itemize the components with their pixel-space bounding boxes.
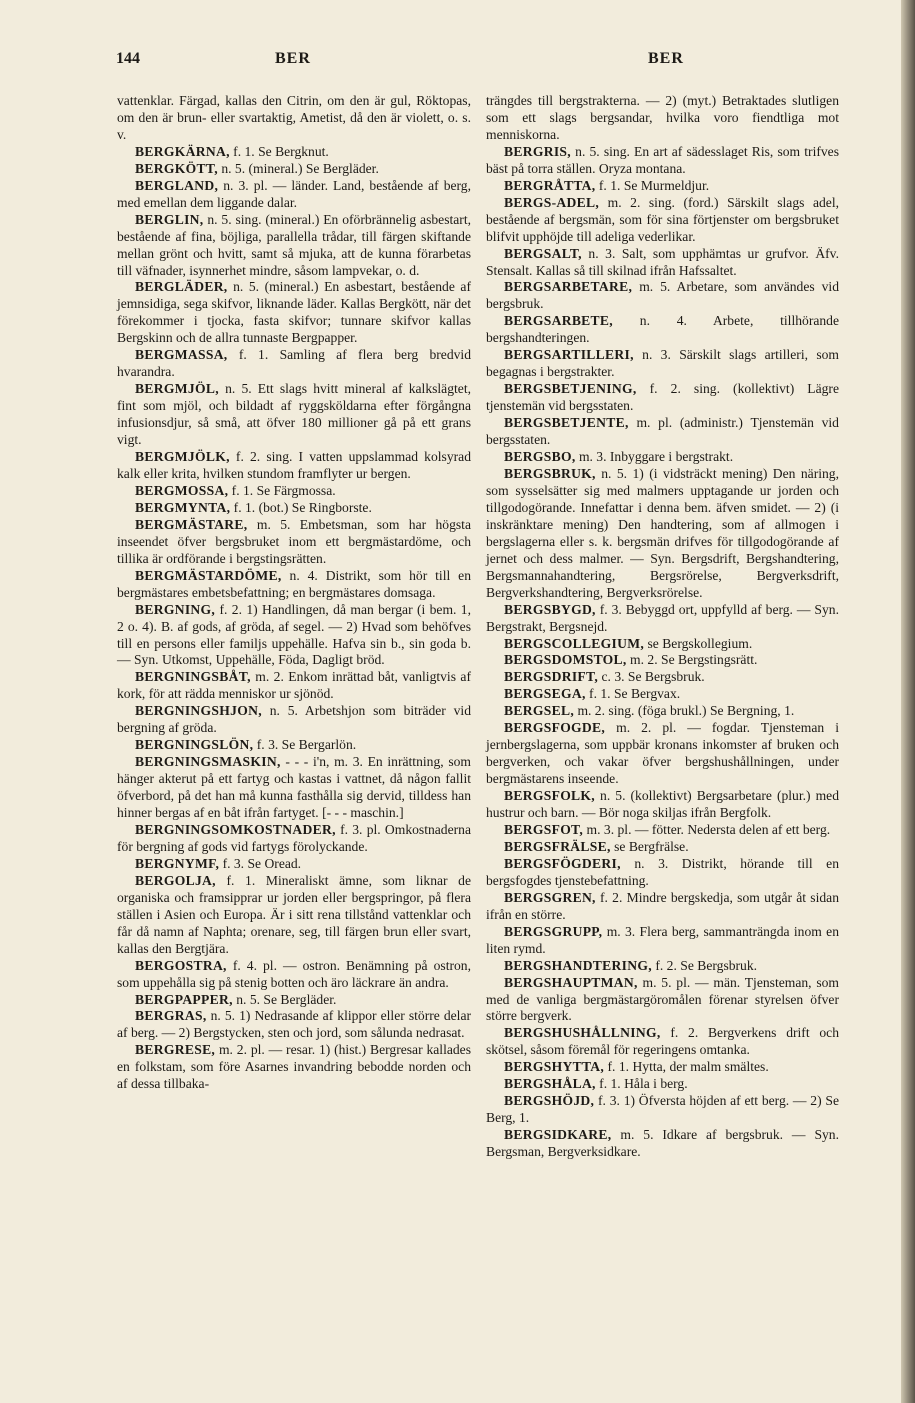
entry-definition: f. 2. 1) Handlingen, då man bergar (i bem. 1, 2 o. 4). B. af gods, af gröda, af segel. — 2) Hvad som behöfves till en persons eller familjs uppehälle. Hafva sin b., sin goda b. — Syn. Utkomst, Uppehälle, Föda, Dagligt bröd.: [117, 601, 471, 668]
entry-definition: n. 5. 1) (i vidsträckt mening) Den näring, som sysselsätter sig med malmers upptagande ur jorden och tillgodogörande. Innefattar i denna bem. äfven smidet. — 2) (i inskränktare mening) Den handtering, som af allmogen i bergslagerna eller s. k. bergsmän drifves för tillgodogörande af jernet och dess malmer. — Syn. Bergsdrift, Bergshandtering, Bergsmannahandtering, Bergsrörelse, Bergverksdrift, Bergverkshandtering, Bergverksrörelse.: [486, 465, 839, 600]
entry-headword: BERGSHYTTA,: [504, 1059, 605, 1075]
dictionary-entry: [486, 975, 839, 1026]
entry-headword: BERGNINGSBÅT,: [135, 669, 251, 685]
dictionary-entry: [117, 93, 471, 144]
entry-definition: n. 3. Distrikt, hörande till en bergsfogdes tjenstebefattning.: [486, 855, 839, 888]
entry-headword: BERGMOSSA,: [135, 482, 229, 498]
dictionary-entry: [486, 279, 839, 313]
dictionary-entry: [486, 415, 839, 449]
left-running-head: BER: [275, 50, 311, 67]
dictionary-entry: [117, 856, 471, 873]
entry-headword: BERGRIS,: [504, 143, 571, 159]
entry-definition: f. 2. Bergverkens drift och skötsel, såsom föremål för regeringens omtanka.: [486, 1025, 839, 1058]
dictionary-entry: [117, 958, 471, 992]
dictionary-entry: [486, 144, 839, 178]
entry-headword: BERGSBO,: [504, 449, 576, 465]
entry-definition: m. 2. pl. — fogdar. Tjensteman i jernbergslagerna, som uppbär kronans inkomster af bruken och bergverken, och vakar öfver bergshushållningen, under bergmästarens inseende.: [486, 720, 839, 787]
dictionary-entry: [486, 93, 839, 144]
entry-definition: n. 5. Ett slags hvitt mineral af kalkslägtet, fint som mjöl, och bildadt af ryggsköldarna efter förgångna infusionsdjur, så små, att öfver 180 millioner gå på ett grans vigt.: [117, 381, 471, 448]
dictionary-entry: [117, 212, 471, 280]
entry-headword: BERGRESE,: [135, 1042, 216, 1058]
entry-headword: BERGMASSA,: [135, 347, 228, 363]
entry-definition: n. 5. (mineral.) En asbestart, bestående af jemnsidiga, sega skifvor, liknande läder. Kallas Bergkött, när det förekommer i tjocka, fasta skifvor; tunnare skifvor kallas Bergskinn och de allra tunnaste Bergpapper.: [117, 279, 471, 346]
dictionary-entry: [117, 602, 471, 670]
entry-headword: BERGSBYGD,: [504, 601, 596, 617]
dictionary-entry: [117, 517, 471, 568]
dictionary-entry: [486, 890, 839, 924]
entry-definition: n. 3. pl. — länder. Land, bestående af berg, med emellan dem liggande dalar.: [117, 177, 471, 210]
entry-definition: f. 1. Se Murmeldjur.: [598, 177, 710, 193]
entry-headword: BERGSARBETARE,: [504, 279, 633, 295]
entry-definition: m. 5. pl. — män. Tjensteman, som med de vanliga bergmästargöromålen förenar styrelsen öfver större bergverk.: [486, 974, 840, 1024]
dictionary-entry: [117, 1008, 471, 1042]
entry-definition: n. 3. Salt, som upphämtas ur grufvor. Äfv. Stensalt. Kallas så till skilnad ifrån Hafssaltet.: [486, 245, 839, 278]
dictionary-entry: [117, 737, 471, 754]
entry-headword: BERGNING,: [135, 601, 216, 617]
right-running-head: BER: [648, 50, 684, 67]
running-header: [0, 50, 915, 80]
entry-definition: m. 5. Arbetare, som användes vid bergsbruk.: [486, 279, 839, 312]
dictionary-entry: [486, 958, 839, 975]
entry-headword: BERGSGRUPP,: [504, 923, 603, 939]
entry-headword: BERGLIN,: [135, 211, 204, 227]
dictionary-entry: [486, 602, 839, 636]
entry-definition: f. 3. Se Oread.: [222, 855, 302, 871]
dictionary-entry: [486, 1076, 839, 1093]
entry-headword: BERGSDOMSTOL,: [504, 652, 627, 668]
entry-definition: m. 2. sing. (ford.) Särskilt slags adel, bestående af bergsmän, som för sina förtjenster om bergsbruket blifvit upphöjde till adeliga vederlikar.: [486, 194, 839, 244]
entry-definition: se Bergfrälse.: [614, 838, 689, 854]
entry-definition: f. 2. sing. I vatten uppslammad kolsyrad kalk eller krita, hvilken stundom framflyter ur bergen.: [117, 449, 471, 481]
dictionary-entry: [486, 720, 839, 788]
dictionary-entry: [117, 144, 471, 161]
entry-headword: BERGRÅTTA,: [504, 177, 596, 193]
entry-definition: f. 1. Mineraliskt ämne, som liknar de organiska och framsipprar ur jorden eller bergspringor, på flera ställen i Asien och Europa. Är i sitt rena tillstånd vattenklar och får då namn af Naphta; orenare, seg, till färgen brun eller svart, kallas den Bergtjära.: [117, 872, 472, 956]
dictionary-entry: [486, 669, 839, 686]
entry-headword: BERGNINGSMASKIN,: [135, 754, 281, 770]
entry-headword: BERGSHÖJD,: [504, 1093, 595, 1109]
entry-headword: BERGSDRIFT,: [504, 669, 599, 685]
entry-definition: f. 1. Håla i berg.: [599, 1076, 688, 1092]
entry-headword: BERGSALT,: [504, 245, 582, 261]
dictionary-entry: [486, 686, 839, 703]
entry-headword: BERGSFÖGDERI,: [504, 855, 621, 871]
dictionary-entry: [486, 246, 839, 280]
entry-definition: f. 2. Mindre bergskedja, som utgår åt sidan ifrån en större.: [486, 889, 839, 922]
entry-definition: f. 1. Samling af flera berg bredvid hvarandra.: [117, 347, 471, 380]
entry-headword: BERGSARBETE,: [504, 313, 613, 329]
entry-definition: n. 4. Arbete, tillhörande bergshandteringen.: [486, 313, 840, 346]
entry-definition: n. 5. Arbetshjon som biträder vid bergning af gröda.: [117, 703, 471, 736]
entry-headword: BERGSBETJENTE,: [504, 415, 629, 431]
book-spine-shadow: [901, 0, 915, 1403]
dictionary-entry: [486, 381, 839, 415]
left-column: [117, 93, 471, 1093]
entry-headword: BERGSFOGDE,: [504, 720, 606, 736]
entry-definition: f. 4. pl. — ostron. Benämning på ostron, som uppehålla sig på stenig botten och äro läckrare än andra.: [117, 957, 471, 990]
dictionary-entry: [117, 279, 471, 347]
entry-definition: f. 3. Bebyggd ort, uppfylld af berg. — Syn. Bergstrakt, Bergsnejd.: [486, 601, 839, 634]
entry-headword: BERGNINGSOMKOSTNADER,: [135, 821, 336, 837]
entry-definition: f. 3. 1) Öfversta höjden af ett berg. — 2) Se Berg, 1.: [486, 1093, 839, 1126]
entry-definition: f. 1. Se Bergknut.: [233, 143, 329, 159]
entry-headword: BERGMÄSTARDÖME,: [135, 567, 282, 583]
dictionary-entry: [486, 347, 839, 381]
entry-headword: BERGMJÖLK,: [135, 449, 230, 465]
entry-headword: BERGRAS,: [135, 1008, 207, 1024]
dictionary-entry: [117, 381, 471, 449]
entry-definition: f. 1. Se Färgmossa.: [231, 482, 336, 498]
entry-headword: BERGSFRÄLSE,: [504, 838, 611, 854]
entry-headword: BERGLÄDER,: [135, 279, 228, 295]
entry-headword: BERGSBETJENING,: [504, 381, 637, 397]
entry-definition: n. 5. 1) Nedrasande af klippor eller större delar af berg. — 2) Bergstycken, sten och jord, som sålunda nedrasat.: [117, 1008, 471, 1041]
entry-headword: BERGNYMF,: [135, 855, 220, 871]
entry-definition: n. 5. (mineral.) Se Bergläder.: [221, 160, 379, 176]
dictionary-entry: [117, 178, 471, 212]
dictionary-entry: [117, 873, 471, 958]
entry-headword: BERGSIDKARE,: [504, 1127, 612, 1143]
entry-definition: f. 1. (bot.) Se Ringborste.: [233, 499, 372, 515]
entry-headword: BERGPAPPER,: [135, 991, 233, 1007]
entry-definition: m. 2. pl. — resar. 1) (hist.) Bergresar kallades en folkstam, som före Asarnes invandring bebodde norden och af dessa tillbaka-: [117, 1042, 471, 1092]
dictionary-entry: [117, 1042, 471, 1093]
entry-definition: m. 2. Enkom inrättad båt, vanligtvis af kork, för att rädda menniskor ur sjönöd.: [117, 669, 471, 702]
dictionary-entry: [486, 1093, 839, 1127]
entry-headword: BERGSEGA,: [504, 686, 586, 702]
dictionary-entry: [117, 669, 471, 703]
entry-definition: n. 5. (kollektivt) Bergsarbetare (plur.) med hustrur och barn. — Bör noga skiljas ifrån Bergfolk.: [486, 788, 839, 821]
entry-headword: BERGSHUSHÅLLNING,: [504, 1025, 661, 1041]
entry-definition: f. 2. sing. (kollektivt) Lägre tjenstemän vid bergsstaten.: [486, 381, 839, 414]
entry-definition: vattenklar. Färgad, kallas den Citrin, om den är gul, Röktopas, om den är brun- eller svartaktig, Ametist, då den är violett, o. s. v.: [117, 93, 471, 142]
dictionary-entry: [486, 1127, 839, 1161]
entry-definition: c. 3. Se Bergsbruk.: [601, 669, 705, 685]
entry-headword: BERGKÖTT,: [135, 160, 218, 176]
entry-definition: trängdes till bergstrakterna. — 2) (myt.) Betraktades slutligen som ett slags bergsandar, hvilka voro fiendtliga mot menniskorna.: [486, 93, 839, 142]
entry-headword: BERGSHANDTERING,: [504, 957, 652, 973]
dictionary-entry: [117, 347, 471, 381]
dictionary-entry: [117, 822, 471, 856]
dictionary-entry: [486, 924, 839, 958]
entry-definition: m. 5. Idkare af bergsbruk. — Syn. Bergsman, Bergverksidkare.: [486, 1127, 839, 1160]
entry-definition: m. 3. pl. — fötter. Nedersta delen af ett berg.: [586, 821, 831, 837]
entry-headword: BERGSCOLLEGIUM,: [504, 635, 645, 651]
entry-definition: n. 4. Distrikt, som hör till en bergmästares embetsbefattning; en bergmästares domsaga.: [117, 567, 471, 600]
dictionary-entry: [486, 788, 839, 822]
entry-headword: BERGSBRUK,: [504, 465, 596, 481]
dictionary-entry: [117, 992, 471, 1009]
entry-definition: f. 1. Hytta, der malm smältes.: [607, 1059, 769, 1075]
entry-definition: n. 5. sing. (mineral.) En oförbrännelig asbestart, bestående af fina, böjliga, parallella trådar, till färgen skiftande mellan grönt och hvitt, samt så mjuka, att de kunna förarbetas till väfnader, isynnerhet mindre, såsom lampvekar, o. d.: [117, 211, 471, 278]
entry-headword: BERGNINGSLÖN,: [135, 737, 254, 753]
dictionary-entry: [486, 839, 839, 856]
dictionary-entry: [117, 500, 471, 517]
dictionary-entry: [486, 195, 839, 246]
entry-definition: m. 2. sing. (föga brukl.) Se Bergning, 1.: [577, 703, 795, 719]
entry-headword: BERGKÄRNA,: [135, 143, 230, 159]
entry-headword: BERGOLJA,: [135, 872, 216, 888]
dictionary-entry: [486, 466, 839, 602]
dictionary-entry: [117, 483, 471, 500]
entry-headword: BERGSHAUPTMAN,: [504, 974, 638, 990]
entry-headword: BERGOSTRA,: [135, 957, 227, 973]
dictionary-entry: [486, 1025, 839, 1059]
entry-headword: BERGNINGSHJON,: [135, 703, 262, 719]
dictionary-entry: [117, 161, 471, 178]
entry-definition: n. 5. sing. En art af sädesslaget Ris, som trifves bäst på torra ställen. Oryza montana.: [486, 143, 839, 176]
entry-headword: BERGSGREN,: [504, 889, 596, 905]
dictionary-entry: [486, 636, 839, 653]
dictionary-entry: [486, 822, 839, 839]
entry-definition: - - - i'n, m. 3. En inrättning, som hänger akterut på ett fartyg och kastas i vattnet, då någon fallit öfverbord, på det han må kunna fasthålla sig dervid, tilldess han hinner bergas af en båt ifrån fartyget. [- - - maschin.]: [117, 754, 471, 821]
entry-headword: BERGMÄSTARE,: [135, 516, 248, 532]
entry-definition: n. 5. Se Bergläder.: [236, 991, 337, 1007]
entry-headword: BERGSEL,: [504, 703, 575, 719]
entry-definition: se Bergskollegium.: [647, 635, 753, 651]
page-number: 144: [116, 50, 140, 67]
entry-definition: m. 5. Embetsman, som har högsta inseendet öfver bergsbruket inom ett bergmästardöme, och tillika är ordförande i bergstingsrätten.: [117, 516, 471, 566]
dictionary-entry: [486, 313, 839, 347]
entry-definition: f. 3. pl. Omkostnaderna för bergning af gods vid fartygs förolyckande.: [117, 821, 471, 854]
entry-headword: BERGS-ADEL,: [504, 194, 600, 210]
entry-headword: BERGSHÅLA,: [504, 1076, 596, 1092]
entry-definition: f. 1. Se Bergvax.: [589, 686, 681, 702]
dictionary-entry: [117, 449, 471, 483]
entry-headword: BERGSFOLK,: [504, 788, 596, 804]
entry-headword: BERGMJÖL,: [135, 381, 219, 397]
dictionary-entry: [486, 856, 839, 890]
dictionary-entry: [486, 178, 839, 195]
dictionary-entry: [486, 1059, 839, 1076]
entry-headword: BERGSARTILLERI,: [504, 347, 634, 363]
entry-definition: f. 3. Se Bergarlön.: [256, 737, 357, 753]
dictionary-entry: [486, 652, 839, 669]
entry-definition: m. 3. Inbyggare i bergstrakt.: [578, 449, 734, 465]
dictionary-entry: [486, 703, 839, 720]
entry-definition: m. 2. Se Bergstingsrätt.: [630, 652, 758, 668]
right-column: [486, 93, 839, 1161]
dictionary-entry: [117, 568, 471, 602]
dictionary-entry: [486, 449, 839, 466]
entry-definition: m. 3. Flera berg, sammanträngda inom en liten rymd.: [486, 923, 839, 956]
entry-definition: m. pl. (administr.) Tjenstemän vid bergsstaten.: [486, 415, 839, 448]
dictionary-entry: [117, 703, 471, 737]
entry-headword: BERGLAND,: [135, 177, 219, 193]
dictionary-entry: [117, 754, 471, 822]
entry-definition: n. 3. Särskilt slags artilleri, som begagnas i bergstrakter.: [486, 347, 839, 380]
entry-headword: BERGMYNTA,: [135, 499, 231, 515]
entry-definition: f. 2. Se Bergsbruk.: [655, 957, 758, 973]
entry-headword: BERGSFOT,: [504, 821, 584, 837]
